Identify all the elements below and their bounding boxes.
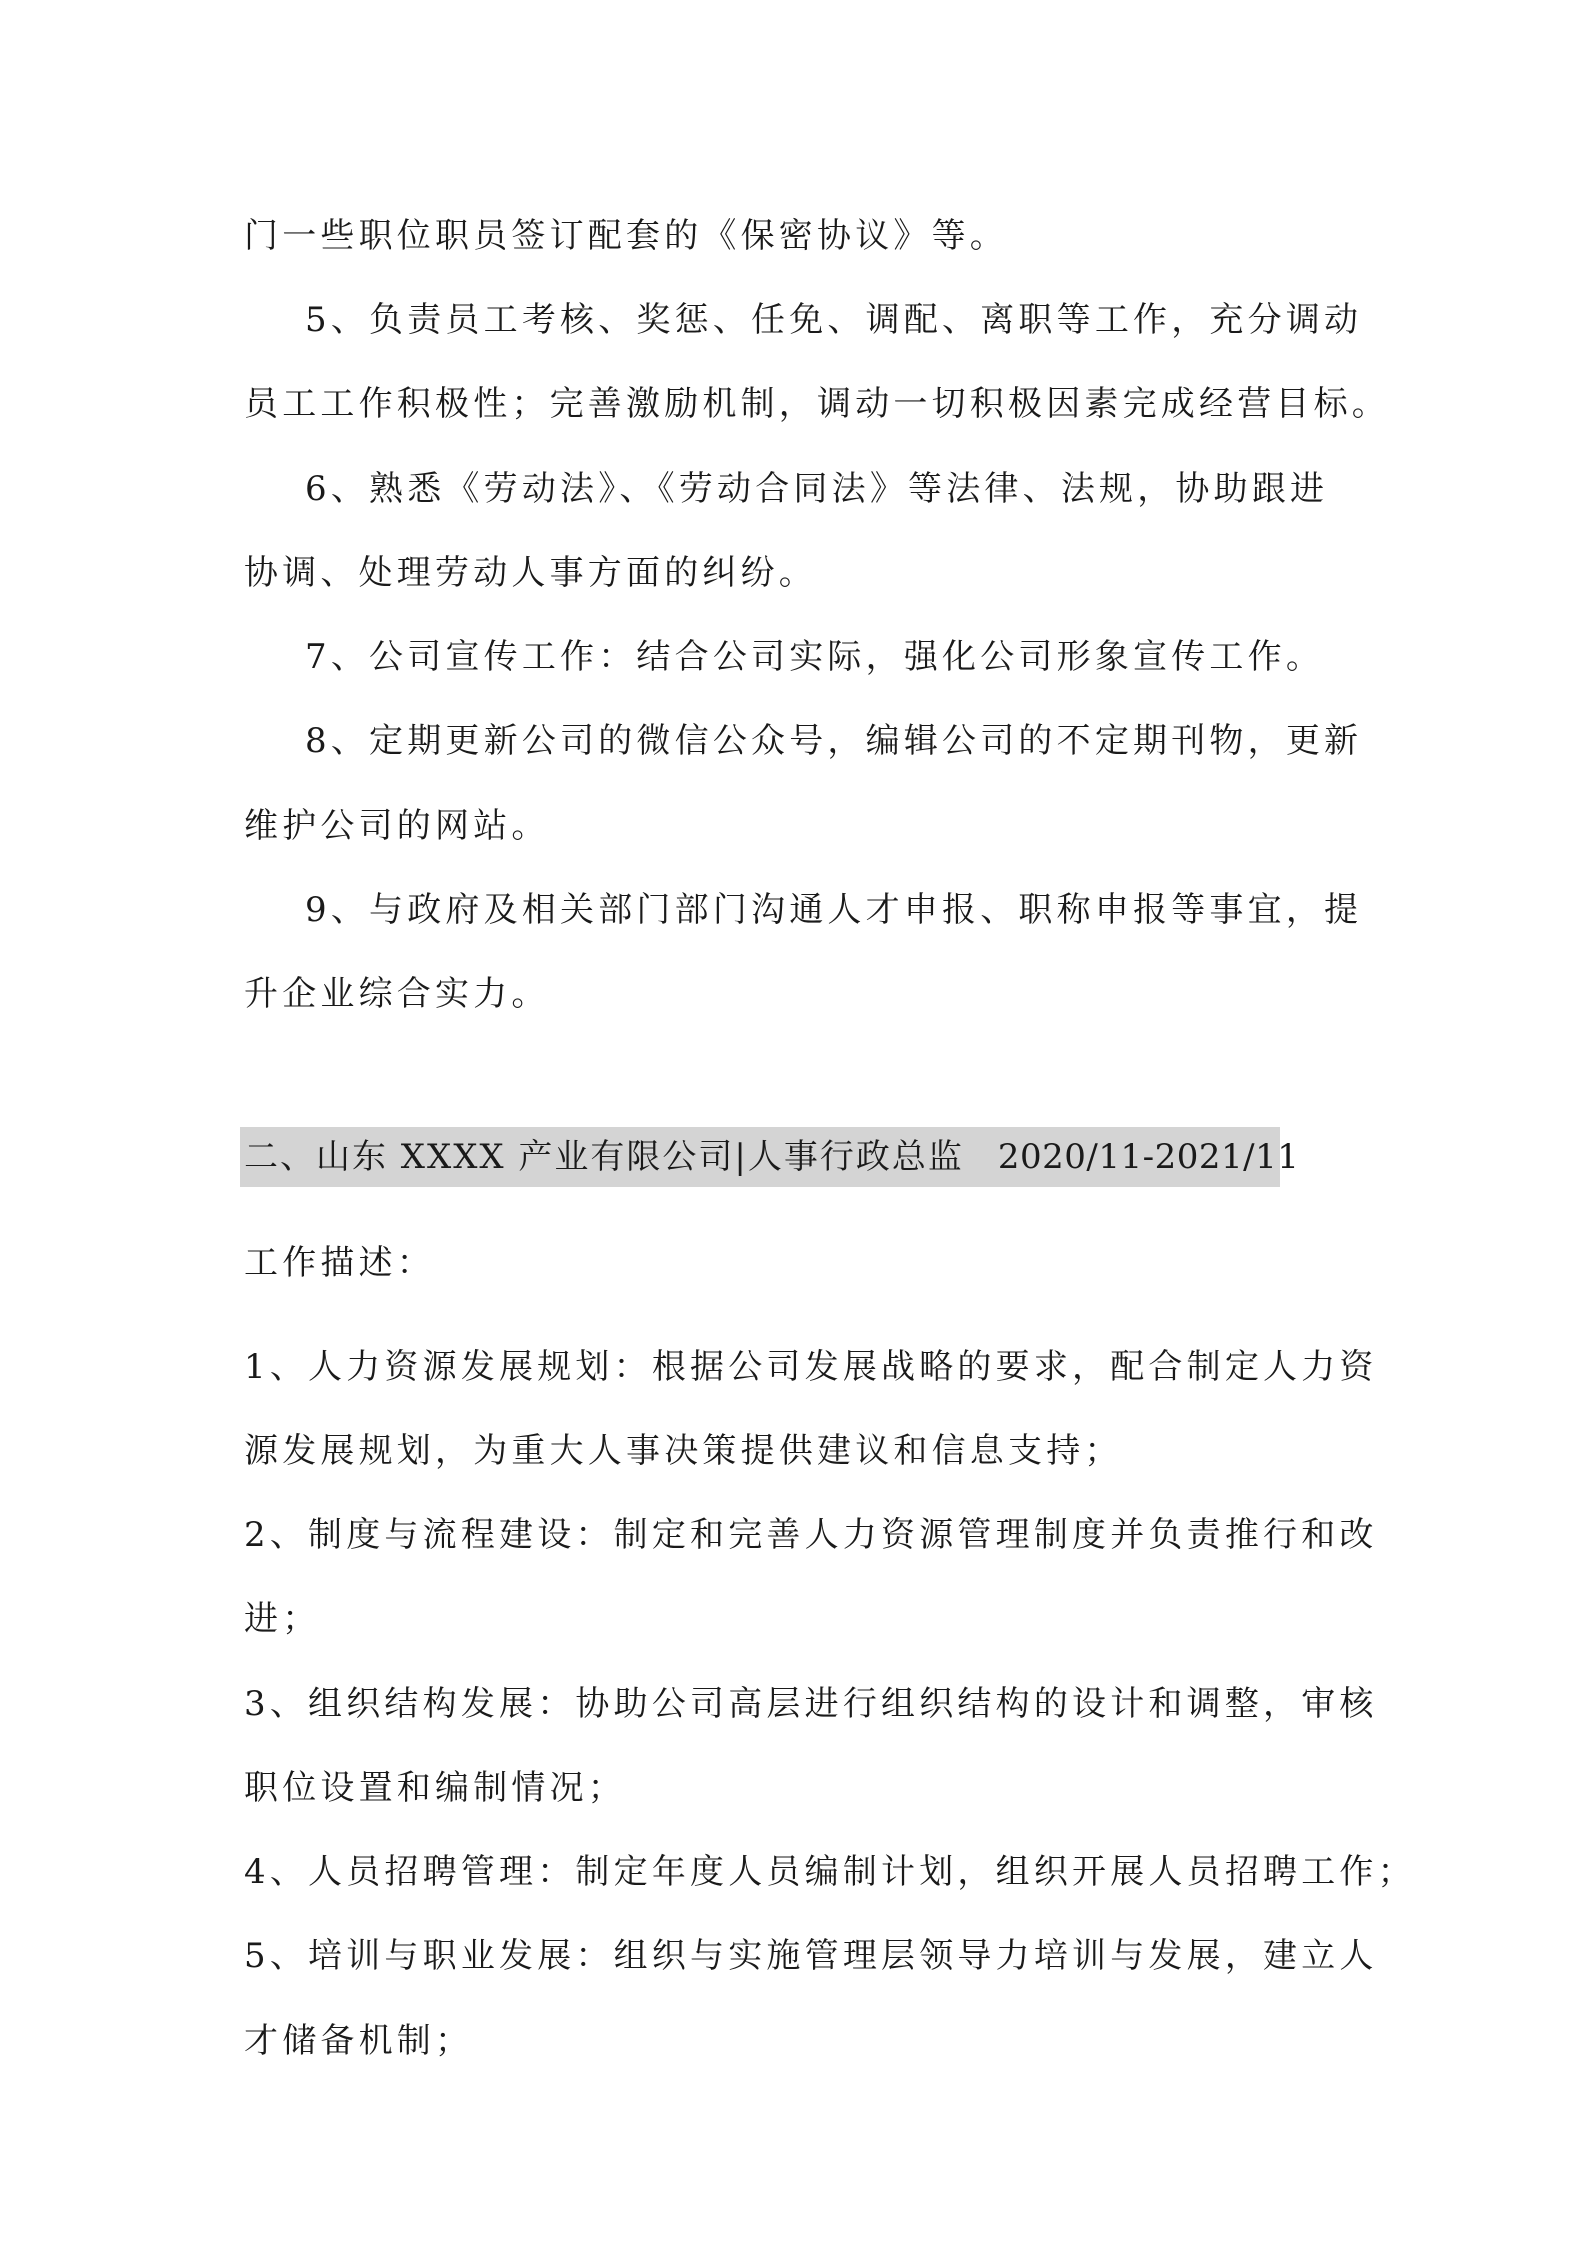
prev-line: 7、公司宣传工作：结合公司实际，强化公司形象宣传工作。 xyxy=(305,637,1325,677)
description-line: 3、组织结构发展：协助公司高层进行组织结构的设计和调整，审核 xyxy=(244,1684,1378,1724)
description-line: 职位设置和编制情况； xyxy=(244,1768,626,1808)
prev-line: 门一些职位职员签订配套的《保密协议》等。 xyxy=(244,216,1008,256)
description-line: 5、培训与职业发展：组织与实施管理层领导力培训与发展，建立人 xyxy=(244,1936,1378,1976)
prev-line: 8、定期更新公司的微信公众号，编辑公司的不定期刊物，更新 xyxy=(305,721,1363,761)
prev-line: 升企业综合实力。 xyxy=(244,974,550,1014)
prev-line: 5、负责员工考核、奖惩、任免、调配、离职等工作，充分调动 xyxy=(305,300,1363,340)
prev-line: 9、与政府及相关部门部门沟通人才申报、职称申报等事宜，提 xyxy=(305,890,1363,930)
description-line: 进； xyxy=(244,1599,321,1639)
description-heading: 工作描述： xyxy=(244,1243,435,1283)
prev-line: 6、熟悉《劳动法》、《劳动合同法》等法律、法规，协助跟进 xyxy=(305,469,1329,509)
section-heading xyxy=(244,1137,1299,1177)
description-line: 源发展规划，为重大人事决策提供建议和信息支持； xyxy=(244,1431,1123,1471)
description-line: 4、人员招聘管理：制定年度人员编制计划，组织开展人员招聘工作； xyxy=(244,1852,1416,1892)
section-title: 二、山东 XXXX 产业有限公司|人事行政总监 xyxy=(244,1137,964,1177)
prev-line: 协调、处理劳动人事方面的纠纷。 xyxy=(244,553,817,593)
description-line: 1、人力资源发展规划：根据公司发展战略的要求，配合制定人力资 xyxy=(244,1347,1378,1387)
prev-line: 维护公司的网站。 xyxy=(244,806,550,846)
prev-line: 员工工作积极性；完善激励机制，调动一切积极因素完成经营目标。 xyxy=(244,384,1390,424)
description-line: 2、制度与流程建设：制定和完善人力资源管理制度并负责推行和改 xyxy=(244,1515,1378,1555)
description-line: 才储备机制； xyxy=(244,2021,474,2061)
section-date-range: 2020/11-2021/11 xyxy=(997,1137,1300,1177)
